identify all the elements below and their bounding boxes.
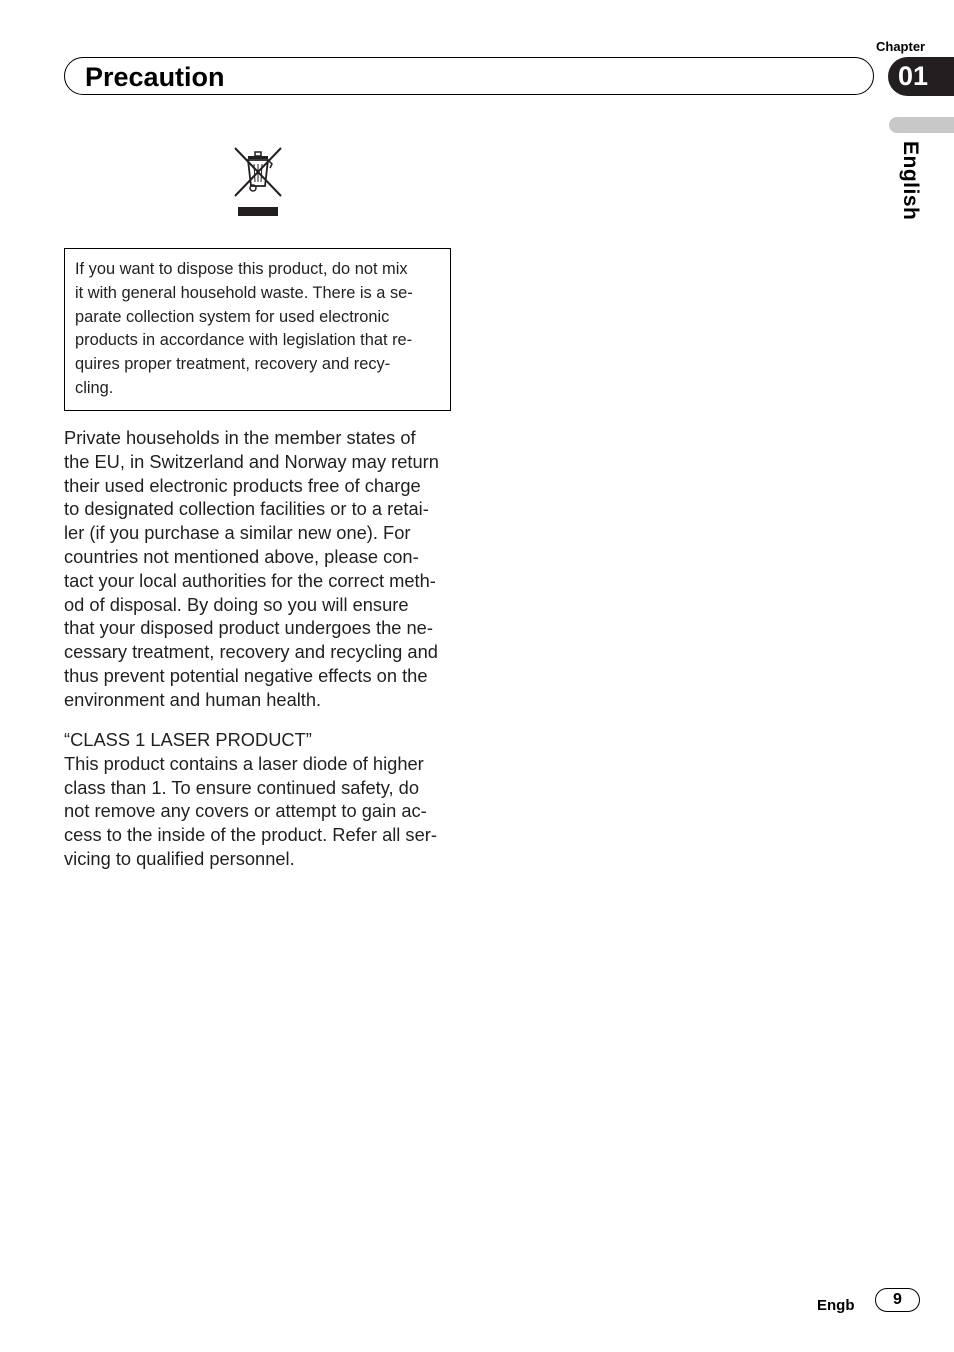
- title-bar: [64, 57, 874, 95]
- language-tab: [889, 117, 954, 133]
- language-label: English: [899, 141, 922, 221]
- laser-paragraph: “CLASS 1 LASER PRODUCT” This product contains a laser diode of higher class than 1. To ensure continued safety, do not remove any covers or attempt to gain ac- cess to the inside of the product. Refer all ser- vicing to qualified personnel.: [64, 729, 437, 869]
- chapter-number: 01: [898, 61, 929, 91]
- disposal-paragraph: Private households in the member states of the EU, in Switzerland and Norway may return their used electronic products free of charge to designated collection facilities or to a retai- ler (if you purchase a similar new one). For countries not mentioned above, please con- tact your local authorities for the correct meth- od of disposal. By doing so you will ensure that your disposed product undergoes the ne- cessary treatment, recovery and recycling and thus prevent potential negative effects on the environment and human health.: [64, 427, 439, 710]
- chapter-label: Chapter: [876, 39, 926, 54]
- page-number-pill: [875, 1288, 920, 1312]
- page-number: 9: [893, 1291, 902, 1308]
- disposal-notice-text: If you want to dispose this product, do not mix it with general household waste. There is a se- parate collection system for used electronic products in accordance with legislation that re- quires proper treatment, recovery and recy- cling.: [75, 260, 413, 397]
- crossed-out-wheeled-bin-icon: [232, 146, 284, 218]
- chapter-tab: [888, 57, 954, 96]
- footer-language-code: Engb: [817, 1297, 855, 1314]
- page-title: Precaution: [85, 62, 225, 92]
- disposal-notice-box: [64, 248, 451, 411]
